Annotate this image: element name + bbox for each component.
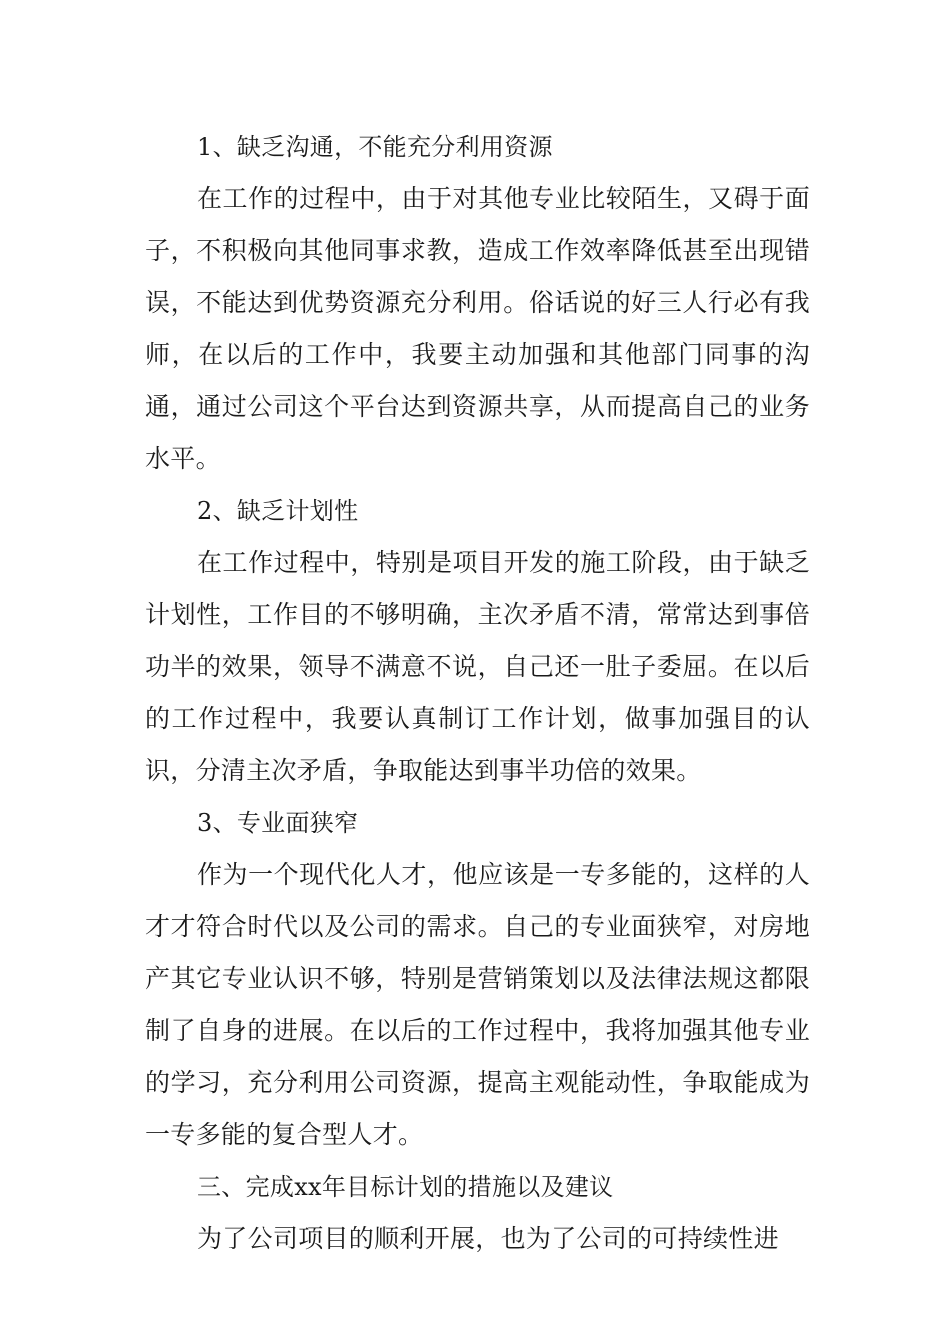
section-heading-1: 1、缺乏沟通，不能充分利用资源 [197,133,553,161]
section-heading-4: 三、完成xx年目标计划的措施以及建议 [197,1173,614,1201]
section-paragraph-4: 为了公司项目的顺利开展，也为了公司的可持续性进 [197,1224,779,1253]
section-paragraph-1: 在工作的过程中，由于对其他专业比较陌生，又碍于面子，不积极向其他同事求教，造成工作效率降低甚至出现错误，不能达到优势资源充分利用。俗话说的好三人行必有我师，在以后的工作中，我要主动加强和其他部门同事的沟通，通过公司这个平台达到资源共享，从而提高自己的业务水平。 [145,184,810,473]
section-paragraph-3: 作为一个现代化人才，他应该是一专多能的，这样的人才才符合时代以及公司的需求。自己的专业面狭窄，对房地产其它专业认识不够，特别是营销策划以及法律法规这都限制了自身的进展。在以后的工作过程中，我将加强其他专业的学习，充分利用公司资源，提高主观能动性，争取能成为一专多能的复合型人才。 [145,860,810,1149]
document-page [145,121,810,1265]
section-heading-3: 3、专业面狭窄 [197,809,359,837]
section-paragraph-2: 在工作过程中，特别是项目开发的施工阶段，由于缺乏计划性，工作目的不够明确，主次矛盾不清，常常达到事倍功半的效果，领导不满意不说，自己还一肚子委屈。在以后的工作过程中，我要认真制订工作计划，做事加强目的认识，分清主次矛盾，争取能达到事半功倍的效果。 [145,548,810,785]
section-heading-2: 2、缺乏计划性 [197,497,359,525]
